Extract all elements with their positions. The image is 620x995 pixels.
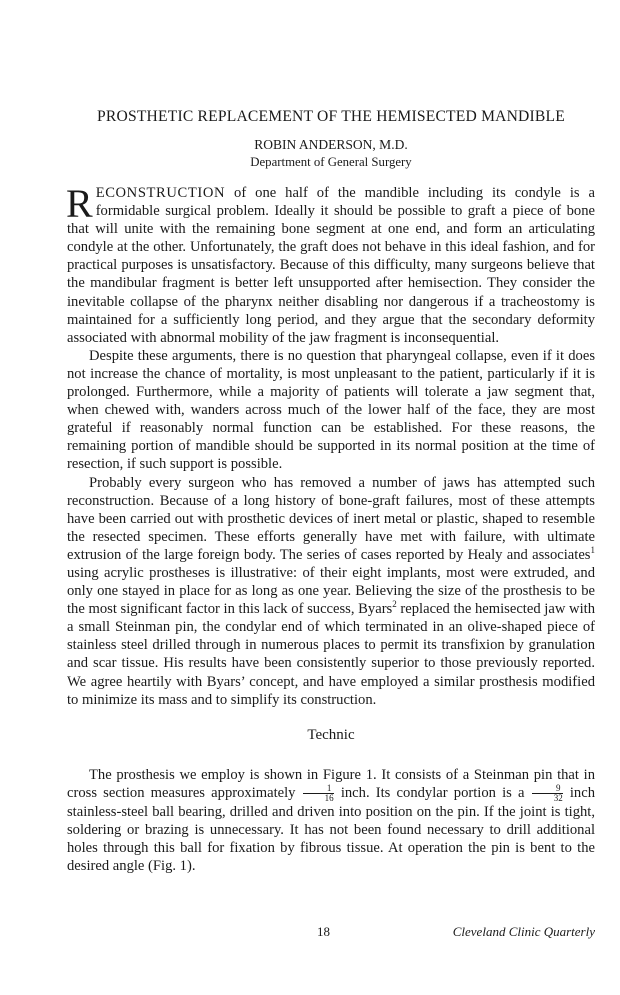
opening-word: ECONSTRUCTION [95, 185, 226, 201]
fraction-numerator: 9 [532, 784, 563, 794]
page-number: 18 [317, 924, 330, 939]
paragraph-4 [67, 766, 595, 876]
paragraph-3-text-c: replaced the hemisected jaw with a small Steinman pin, the condylar end of which terminated in an olive-shaped piece of stainless steel drilled through in numerous places to permit its transfixion by granulation and scar tissue. His results have been consistently superior to those previously reported. We agree heartily with Byars’ concept, and have employed a similar prosthesis modified to minimize its mass and to simplify its construction. [67, 601, 595, 708]
fraction-pin-size [303, 784, 334, 803]
reference-2: 2 [392, 599, 397, 610]
page-footer [67, 924, 595, 944]
paragraph-3 [67, 474, 595, 709]
fraction-denominator: 16 [324, 792, 334, 803]
paragraph-3-text-a: Probably every surgeon who has removed a number of jaws has attempted such reconstruction. Because of a long history of bone-graft failures, most of these attempts have been carried out with prosthetic devices of inert metal or plastic, shaped to resemble the resected specimen. These efforts generally have met with failure, with ultimate extrusion of the large foreign body. The series of cases reported by Healy and associates [67, 474, 595, 563]
paragraph-2: Despite these arguments, there is no question that pharyngeal collapse, even if it does not increase the chance of mortality, is most unpleasant to the patient, particularly if it is prolonged. Furthermore, while a majority of patients will tolerate a jaw segment that, when chewed with, wanders across much of the lower half of the face, they are most grateful if reasonably normal function can be established. For these reasons, the remaining portion of mandible should be supported in its normal position at the time of resection, if such support is possible. [67, 347, 595, 473]
section-heading: Technic [307, 726, 355, 743]
fraction-denominator: 32 [553, 792, 563, 803]
journal-name: Cleveland Clinic Quarterly [452, 924, 595, 939]
author-department: Department of General Surgery [250, 155, 412, 169]
paragraph-4-text-b: inch. Its condylar portion is a [334, 784, 531, 801]
paragraph-4-text-a: The prosthesis we employ is shown in Figure 1. It consists of a Steinman pin that in cross section measures approximately [67, 766, 595, 801]
fraction-ball-size [532, 784, 563, 803]
fraction-numerator: 1 [303, 784, 334, 794]
article-title: PROSTHETIC REPLACEMENT OF THE HEMISECTED MANDIBLE [97, 108, 565, 125]
paragraph-4-text-c: inch stainless-steel ball bearing, drilled and driven into position on the pin. If the joint is tight, soldering or brazing is unnecessary. It has not been found necessary to drill additional holes through this ball for fixation by fibrous tissue. At operation the pin is bent to the desired angle (Fig. 1). [67, 784, 595, 875]
paragraph-1-text: of one half of the mandible including its condyle is a formidable surgical problem. Ideally it should be possible to graft a piece of bone that will unite with the remaining bone segment at one end, and form an articulating condyle at the other. Unfortunately, the graft does not behave in this ideal fashion, and for practical purposes is unsatisfactory. Because of this difficulty, many surgeons believe that the mandibular fragment is better left unsupported after hemisection. They consider the inevitable collapse of the pharynx neither disabling nor dangerous if a tracheostomy is maintained for a sufficiently long period, and they argue that the secondary deformity associated with abnormal mobility of the jaw fragment is inconsequential. [67, 185, 595, 346]
paragraph-3-text-b: using acrylic prostheses is illustrative: of their eight implants, most were extruded, and only one stayed in place for as long as one year. Believing the size of the prosthesis to be the most significant factor in this lack of success, Byars [67, 564, 595, 618]
article-page [67, 108, 595, 875]
author-name: ROBIN ANDERSON, M.D. [254, 137, 408, 152]
paragraph-1 [66, 181, 595, 347]
reference-1: 1 [590, 545, 595, 556]
drop-cap: R [66, 181, 93, 226]
